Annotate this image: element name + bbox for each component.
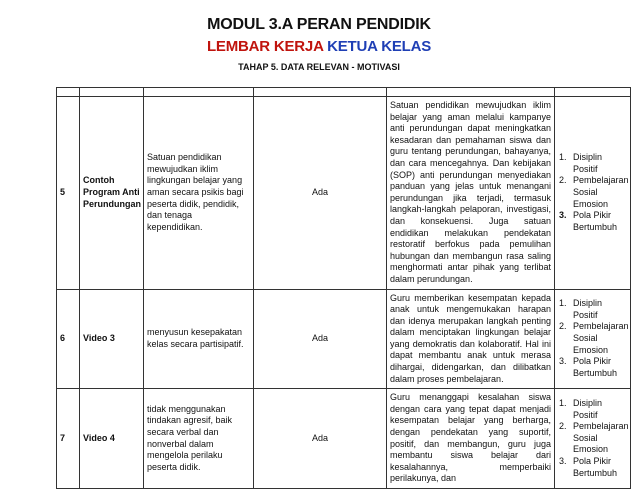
value-item xyxy=(559,152,628,175)
row-number: 5 xyxy=(57,97,80,290)
worksheet-subtitle xyxy=(0,38,638,55)
value-item xyxy=(559,421,628,456)
value-line: Bertumbuh xyxy=(573,467,618,478)
stage-heading: TAHAP 5. DATA RELEVAN - MOTIVASI xyxy=(238,62,400,72)
value-line: Pembelajaran xyxy=(573,175,629,186)
row-goal: tidak menggunakan tindakan agresif, baik secara verbal dan nonverbal dalam mengelola perilaku peserta didik. xyxy=(144,389,254,489)
value-item xyxy=(559,321,628,356)
value-line: Pembelajaran xyxy=(573,321,629,332)
row-title-line: Program Anti xyxy=(83,186,140,197)
row-title-line: Contoh xyxy=(83,175,115,186)
value-number: 1. xyxy=(559,152,567,163)
value-line: Disiplin Positif xyxy=(573,398,603,420)
value-line: Pembelajaran xyxy=(573,421,629,432)
value-line: Bertumbuh xyxy=(573,221,618,232)
row-number: 6 xyxy=(57,289,80,389)
table-row xyxy=(57,289,631,389)
row-description: Guru memberikan kesempatan kepada anak untuk mengemukakan harapan dan idenya merupakan langkah penting dalam menciptakan lingkungan belajar yang demokratis dan kolaboratif. Hal ini dapat membantu anak untuk merasa dihargai, didengarkan, dan dilibatkan dalam proses pembelajaran. xyxy=(387,289,555,389)
value-line: Emosion xyxy=(573,198,609,209)
value-line: Pola Pikir xyxy=(573,210,612,221)
row-title xyxy=(80,289,144,389)
value-line: Pola Pikir xyxy=(573,356,612,367)
module-title: MODUL 3.A PERAN PENDIDIK xyxy=(207,16,431,33)
value-item xyxy=(559,398,628,421)
row-description: Satuan pendidikan mewujudkan iklim belajar yang aman melalui kampanye anti perundungan dapat meningkatkan kesadaran dan pemahaman siswa dan guru tentang perundungan, bahayanya, dan cara mencegahnya. Dan kebijakan (SOP) anti perundungan menyediakan panduan yang jelas untuk menangani perundungan jika terjadi, termasuk langkah-langkah pelaporan, investigasi, dan konsekuensi. Juga satuan endidikan melakukan pendekatan restoratif berfokus pada pemulihan hubungan dan membangun rasa saling menghormati antar pihak yang terlibat dalam perundungan. xyxy=(387,97,555,290)
value-line: Emosion xyxy=(573,344,609,355)
row-values xyxy=(555,389,631,489)
value-line: Pola Pikir xyxy=(573,456,612,467)
table-top-row xyxy=(57,88,631,97)
value-number: 3. xyxy=(559,356,567,367)
table-row xyxy=(57,97,631,290)
row-status: Ada xyxy=(254,389,387,489)
value-item xyxy=(559,175,628,210)
value-item xyxy=(559,298,628,321)
value-number: 2. xyxy=(559,321,567,332)
value-line: Sosial xyxy=(573,432,598,443)
row-number: 7 xyxy=(57,389,80,489)
row-values xyxy=(555,97,631,290)
row-title-line: Video 3 xyxy=(83,333,115,344)
subtitle-red: LEMBAR KERJA xyxy=(206,38,324,55)
row-goal: Satuan pendidikan mewujudkan iklim lingkungan belajar yang aman secara psikis bagi peserta didik, pendidik, dan tenaga kependidikan. xyxy=(144,97,254,290)
value-line: Disiplin Positif xyxy=(573,298,603,320)
row-status: Ada xyxy=(254,97,387,290)
value-line: Disiplin Positif xyxy=(573,152,603,174)
value-number: 3. xyxy=(559,456,567,467)
value-item xyxy=(559,210,628,233)
row-title-line: Video 4 xyxy=(83,432,115,443)
row-status: Ada xyxy=(254,289,387,389)
subtitle-blue: KETUA KELAS xyxy=(327,38,432,55)
value-line: Sosial xyxy=(573,186,598,197)
worksheet-table xyxy=(56,87,631,489)
value-number: 1. xyxy=(559,398,567,409)
value-item xyxy=(559,356,628,379)
row-title-line: Perundungan xyxy=(83,198,141,209)
value-number: 3. xyxy=(559,210,567,221)
row-title xyxy=(80,389,144,489)
value-number: 2. xyxy=(559,175,567,186)
table-row xyxy=(57,389,631,489)
value-item xyxy=(559,456,628,479)
row-title xyxy=(80,97,144,290)
value-line: Sosial xyxy=(573,333,598,344)
value-number: 2. xyxy=(559,421,567,432)
row-goal: menyusun kesepakatan kelas secara partisipatif. xyxy=(144,289,254,389)
row-values xyxy=(555,289,631,389)
value-line: Emosion xyxy=(573,444,609,455)
value-line: Bertumbuh xyxy=(573,367,618,378)
row-description: Guru menanggapi kesalahan siswa dengan cara yang tepat dapat menjadi kesempatan belajar yang berharga, dengan pendekatan yang suportif, positif, dan membangun, guru juga membantu siswa belajar dari kesalahannya, memperbaiki perilakunya, dan xyxy=(387,389,555,489)
value-number: 1. xyxy=(559,298,567,309)
